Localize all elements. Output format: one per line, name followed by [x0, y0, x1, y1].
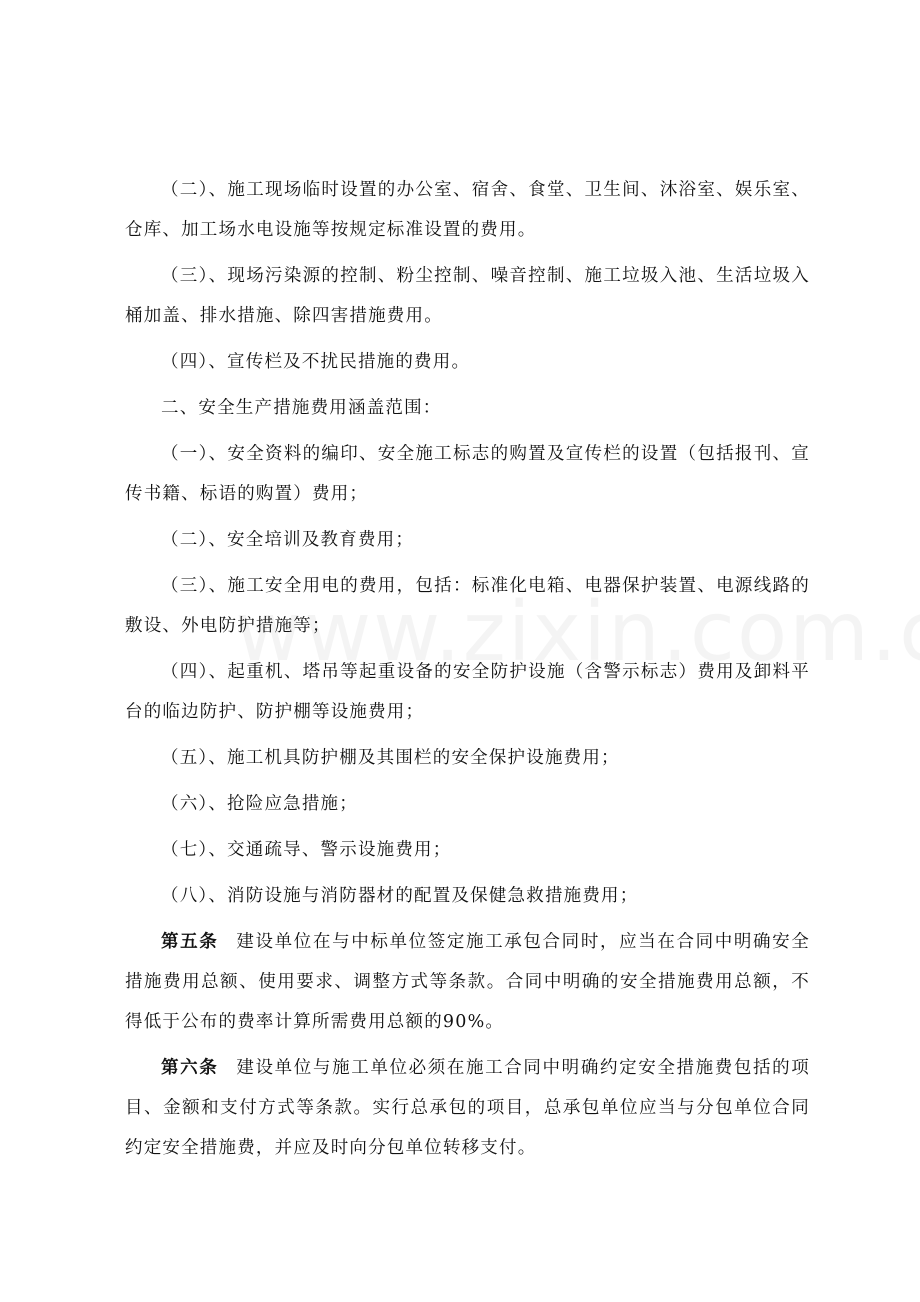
paragraph-text: （四）、起重机、塔吊等起重设备的安全防护设施（含警示标志）费用及卸料平台的临边防护、防护棚等设施费用； — [125, 662, 810, 722]
article-text: 建设单位在与中标单位签定施工承包合同时，应当在合同中明确安全措施费用总额、使用要求、调整方式等条款。合同中明确的安全措施费用总额，不得低于公布的费率计算所需费用总额的90%。 — [125, 932, 810, 1032]
paragraph-text: （四）、宣传栏及不扰民措施的费用。 — [161, 352, 471, 372]
paragraph-safety-item-7 — [125, 830, 810, 870]
paragraph-item-4-publicity — [125, 342, 810, 382]
article-label: 第六条 — [161, 1058, 219, 1078]
paragraph-safety-item-4 — [125, 652, 810, 732]
paragraph-text: （二）、安全培训及教育费用； — [161, 530, 415, 550]
paragraph-text: （三）、现场污染源的控制、粉尘控制、噪音控制、施工垃圾入池、生活垃圾入桶加盖、排水措施、除四害措施费用。 — [125, 266, 810, 326]
section-heading-safety-scope — [125, 388, 810, 428]
paragraph-text: （七）、交通疏导、警示设施费用； — [161, 840, 452, 860]
paragraph-safety-item-2 — [125, 520, 810, 560]
paragraph-text: （一）、安全资料的编印、安全施工标志的购置及宣传栏的设置（包括报刊、宣传书籍、标语的购置）费用； — [125, 444, 810, 504]
paragraph-safety-item-1 — [125, 434, 810, 514]
paragraph-text: （六）、抢险应急措施； — [161, 794, 358, 814]
article-text: 建设单位与施工单位必须在施工合同中明确约定安全措施费包括的项目、金额和支付方式等条款。实行总承包的项目，总承包单位应当与分包单位合同约定安全措施费，并应及时向分包单位转移支付。 — [125, 1058, 810, 1158]
paragraph-text: 二、安全生产措施费用涵盖范围： — [161, 398, 442, 418]
article-label: 第五条 — [161, 932, 219, 952]
paragraph-item-2-facilities — [125, 170, 810, 250]
paragraph-safety-item-5 — [125, 738, 810, 778]
paragraph-text: （八）、消防设施与消防器材的配置及保健急救措施费用； — [161, 886, 639, 906]
paragraph-safety-item-6 — [125, 784, 810, 824]
article-5 — [125, 922, 810, 1042]
article-6 — [125, 1048, 810, 1168]
paragraph-text: （二）、施工现场临时设置的办公室、宿舍、食堂、卫生间、沐浴室、娱乐室、仓库、加工场水电设施等按规定标准设置的费用。 — [125, 180, 810, 240]
paragraph-text: （五）、施工机具防护棚及其围栏的安全保护设施费用； — [161, 748, 620, 768]
paragraph-item-3-pollution — [125, 256, 810, 336]
paragraph-safety-item-8 — [125, 876, 810, 916]
document-body — [125, 170, 810, 1168]
paragraph-safety-item-3 — [125, 566, 810, 646]
paragraph-text: （三）、施工安全用电的费用，包括：标准化电箱、电器保护装置、电源线路的敷设、外电防护措施等； — [125, 576, 810, 636]
